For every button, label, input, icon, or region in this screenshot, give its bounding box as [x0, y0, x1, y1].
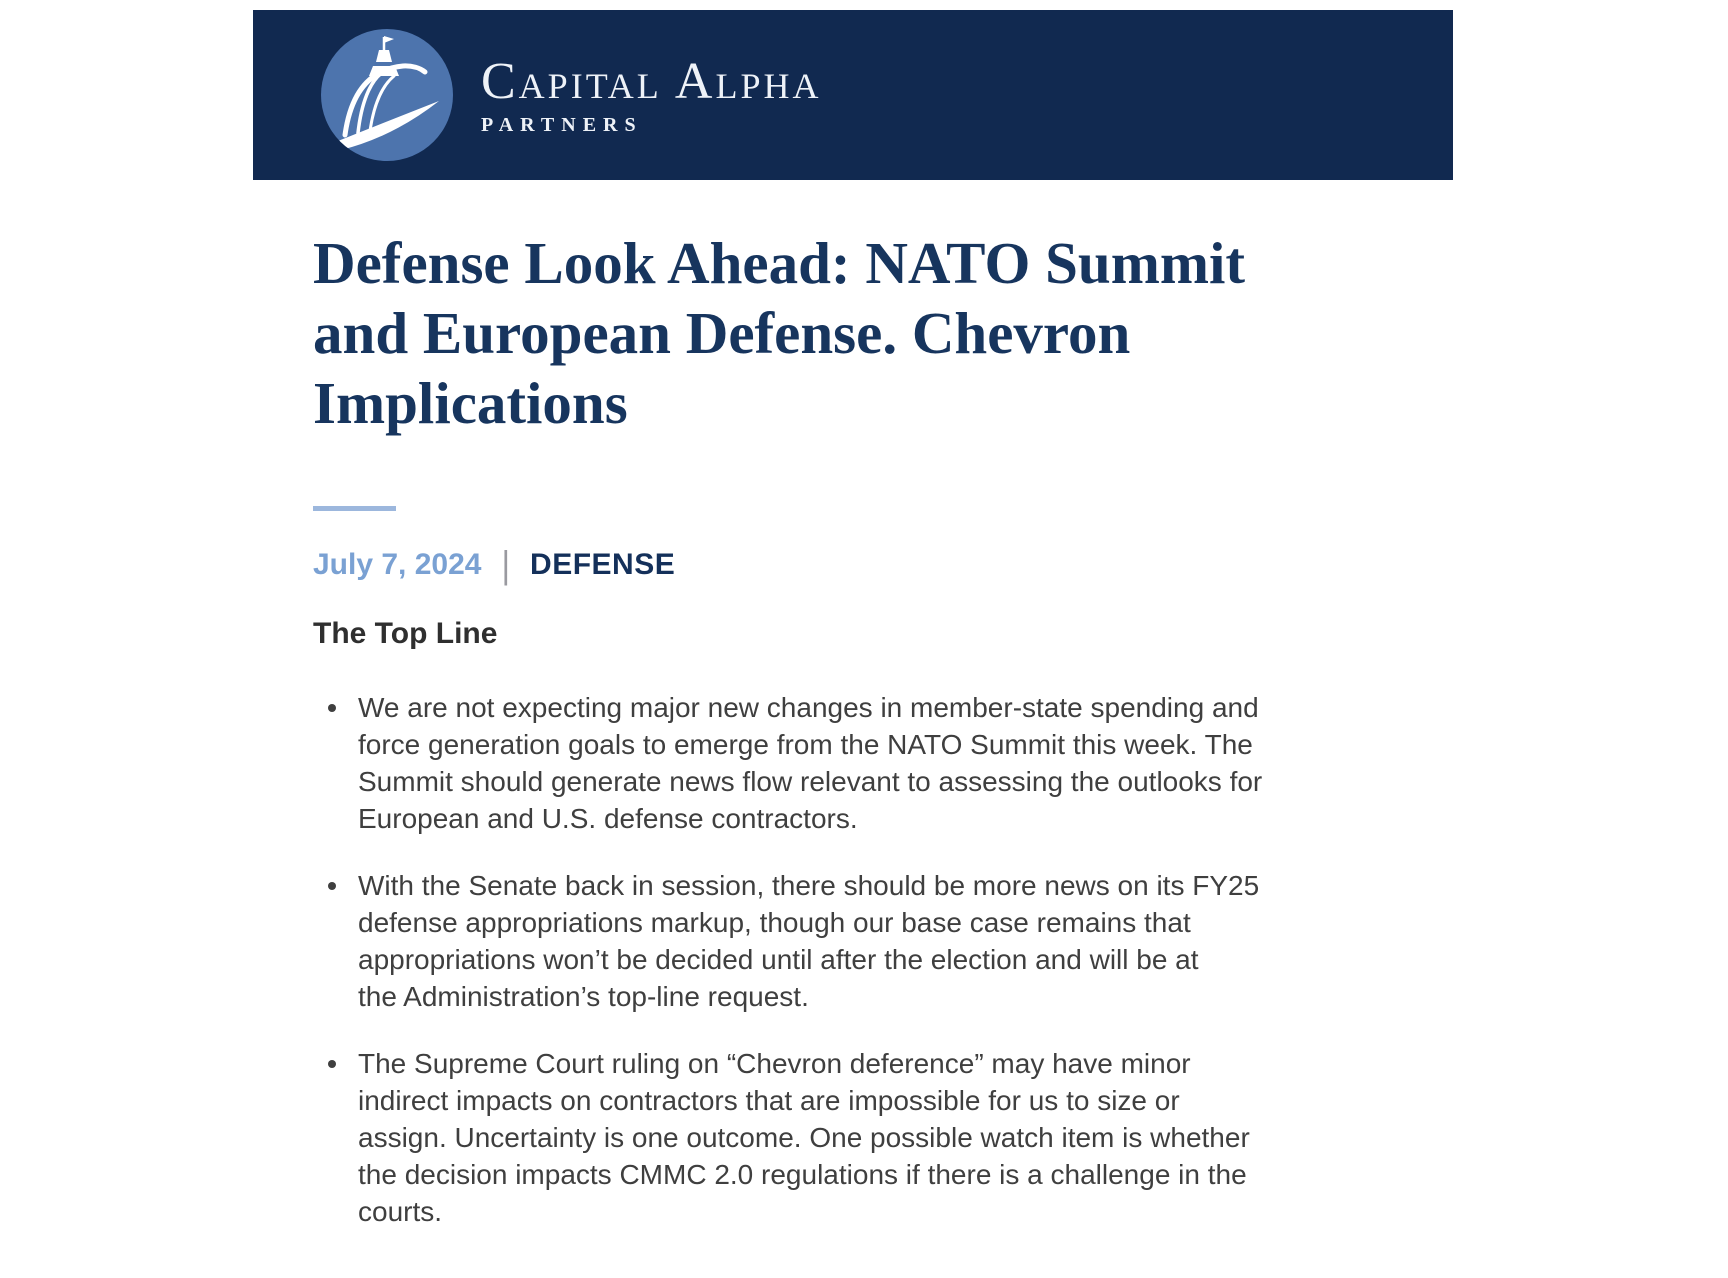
bullet-line: appropriations won’t be decided until after the election and will be at — [358, 944, 1199, 975]
bullet-item — [313, 867, 1403, 1015]
bullet-item — [313, 689, 1403, 837]
bullet-line: courts. — [358, 1196, 443, 1227]
bullet-line: the decision impacts CMMC 2.0 regulations if there is a challenge in the — [358, 1159, 1247, 1190]
article — [313, 228, 1403, 1230]
logo-wordmark — [481, 52, 822, 136]
bullet-line: the Administration’s top-line request. — [358, 981, 809, 1012]
meta-separator: | — [501, 543, 511, 586]
brand-name: Capital Alpha — [481, 52, 822, 110]
bullet-line: indirect impacts on contractors that are impossible for us to size or — [358, 1085, 1180, 1116]
page-title: Defense Look Ahead: NATO Summit and European Defense. Chevron Implications — [313, 230, 1246, 436]
article-meta — [313, 543, 1403, 586]
bullet-list — [313, 689, 1403, 1230]
bullet-line: assign. Uncertainty is one outcome. One possible watch item is whether — [358, 1122, 1250, 1153]
section-heading: The Top Line — [313, 617, 498, 650]
bullet-line: The Supreme Court ruling on “Chevron deference” may have minor — [358, 1048, 1191, 1079]
bullet-line: defense appropriations markup, though our base case remains that — [358, 907, 1191, 938]
bullet-item — [313, 1045, 1403, 1230]
category-label: DEFENSE — [530, 548, 676, 581]
capitol-dome-icon — [321, 29, 453, 161]
bullet-line: Summit should generate news flow relevant to assessing the outlooks for — [358, 766, 1263, 797]
bullet-line: We are not expecting major new changes in member-state spending and — [358, 692, 1259, 723]
bullet-line: European and U.S. defense contractors. — [358, 803, 858, 834]
title-divider — [313, 506, 396, 511]
bullet-line: With the Senate back in session, there should be more news on its FY25 — [358, 870, 1260, 901]
article-date: July 7, 2024 — [313, 548, 482, 581]
brand-subtitle: PARTNERS — [481, 113, 643, 136]
header-banner — [253, 10, 1453, 180]
bullet-line: force generation goals to emerge from the NATO Summit this week. The — [358, 729, 1253, 760]
